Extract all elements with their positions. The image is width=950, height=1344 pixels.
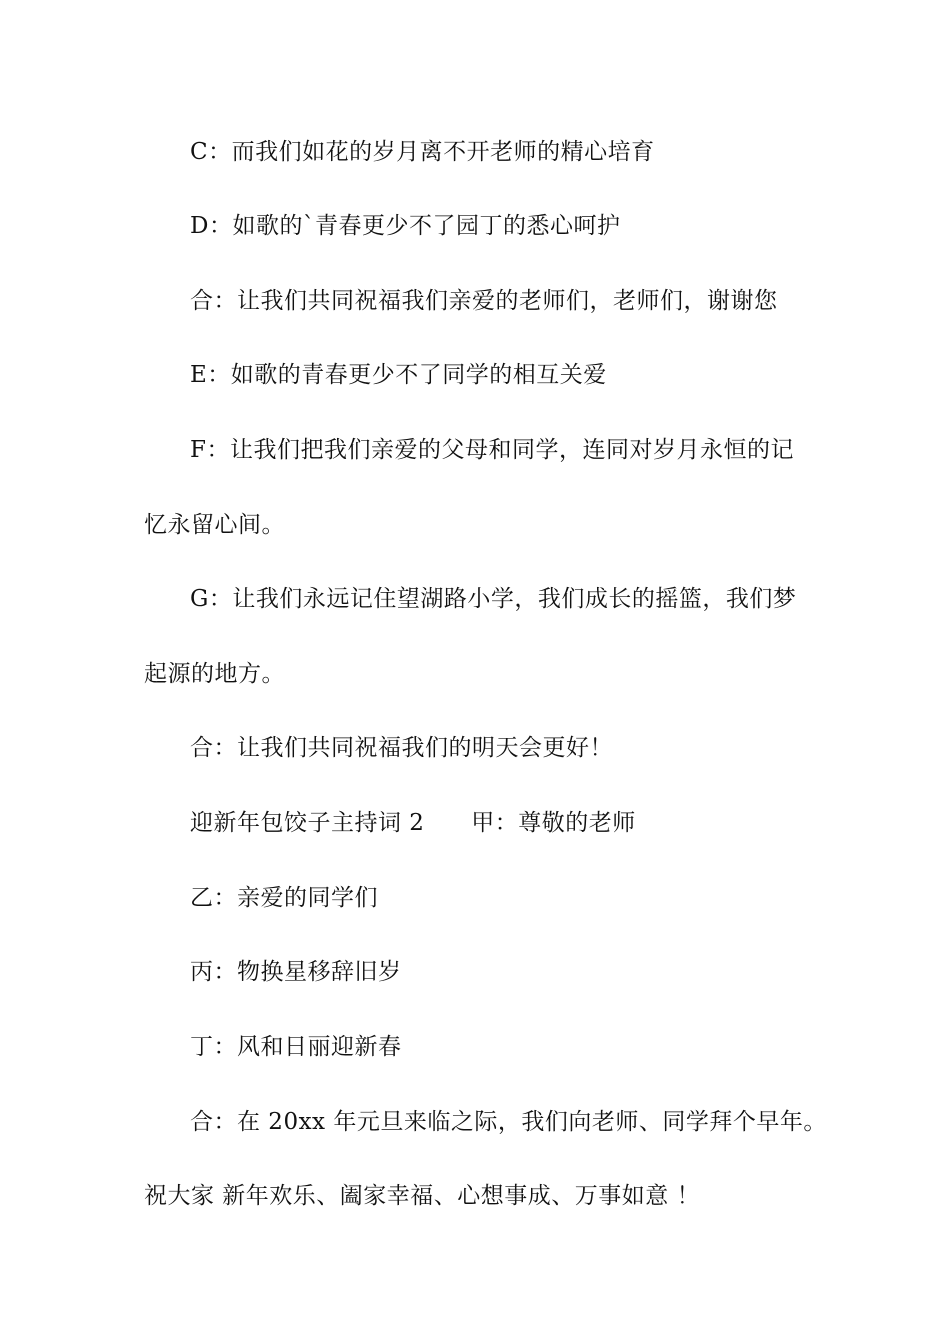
paragraph-line: 丙：物换星移辞旧岁 [190, 959, 402, 985]
paragraph-line: 忆永留心间。 [144, 512, 285, 538]
paragraph-line: 丁：风和日丽迎新春 [190, 1034, 402, 1060]
paragraph-line: E：如歌的青春更少不了同学的相互关爱 [190, 362, 607, 388]
paragraph-line: 合：在 20xx 年元旦来临之际，我们向老师、同学拜个早年。 [190, 1109, 827, 1135]
paragraph-line: C：而我们如花的岁月离不开老师的精心培育 [190, 139, 655, 165]
paragraph-line: 祝大家 新年欢乐、阖家幸福、心想事成、万事如意 ！ [144, 1183, 701, 1209]
paragraph-line: D：如歌的`青春更少不了园丁的悉心呵护 [190, 213, 621, 239]
paragraph-line: F：让我们把我们亲爱的父母和同学，连同对岁月永恒的记 [190, 437, 794, 463]
paragraph-line: 合：让我们共同祝福我们的明天会更好！ [190, 735, 613, 761]
paragraph-line: 起源的地方。 [144, 661, 285, 687]
paragraph-line: 合：让我们共同祝福我们亲爱的老师们，老师们，谢谢您 [190, 288, 778, 314]
paragraph-line: 迎新年包饺子主持词 2 甲：尊敬的老师 [190, 810, 636, 836]
paragraph-line: 乙：亲爱的同学们 [190, 885, 378, 911]
paragraph-line: G：让我们永远记住望湖路小学，我们成长的摇篮，我们梦 [190, 586, 797, 612]
